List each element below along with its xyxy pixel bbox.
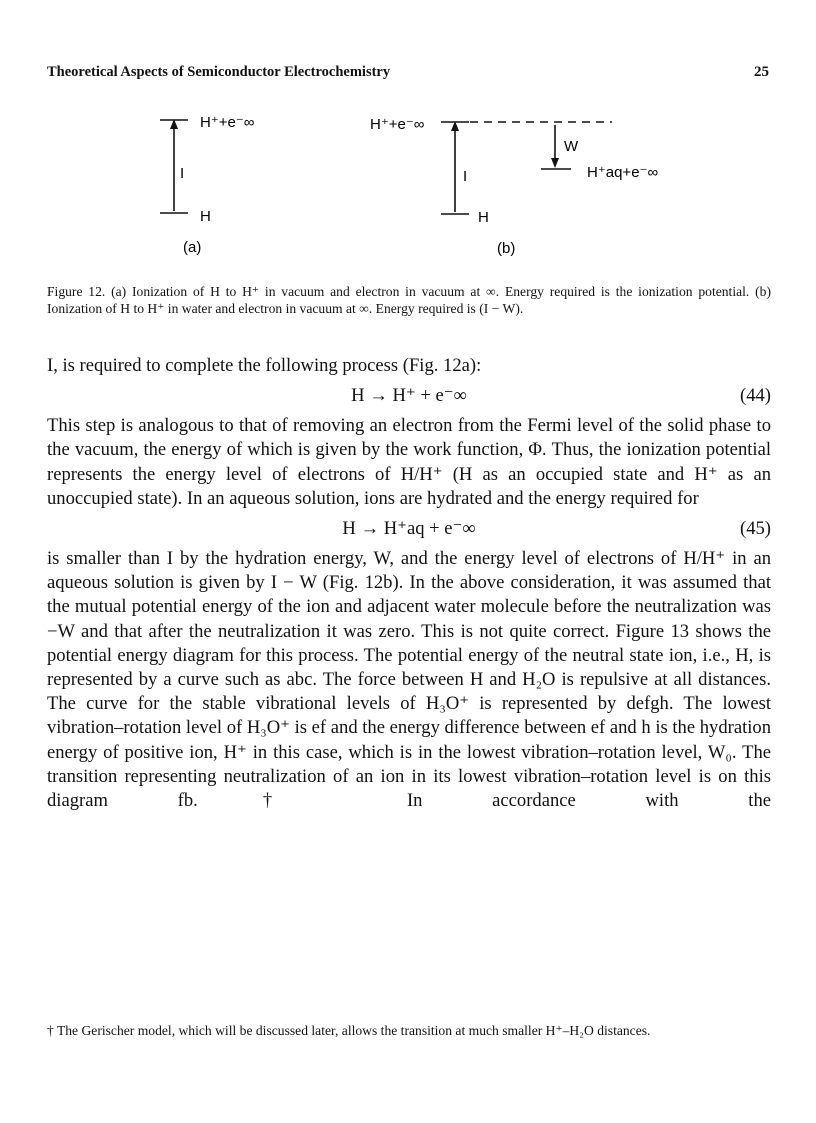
panel-a-energy-label: I (180, 165, 185, 182)
panel-b-top-label: H⁺+e⁻∞ (370, 116, 425, 133)
footnote (47, 1022, 771, 1039)
panel-b-label: (b) (497, 240, 516, 257)
figure-caption (47, 283, 771, 317)
running-head-title: Theoretical Aspects of Semiconductor Electrochemistry (47, 64, 391, 80)
page-number: 25 (754, 64, 769, 80)
panel-a-label: (a) (183, 239, 202, 256)
figure-12 (0, 105, 816, 280)
paragraph-2: is smaller than I by the hydration energy, W, and the energy level of electrons of H/H⁺ in an aqueous solution is given by I − W (Fig. 12b). In the above consideration, it was assumed that the mutual potential energy of the ion and adjacent water molecule before the neutralization was −W and that after the neutralization it was zero. This is not quite correct. Figure 13 shows the potential energy diagram for this process. The potential energy of the neutral state ion, i.e., H, is represented by a curve such as abc. The force between H and H₂O is repulsive at all distances. The curve for the stable vibrational levels of H₃O⁺ is represented by defgh. The lowest vibration–rotation level of H₃O⁺ is ef and the energy difference between ef and h is the hydration energy of positive ion, H⁺ in this case, which is in the lowest vibration–rotation level, W₀. The transition representing neutralization of an ion in its lowest vibration–rotation level is on this diagram fb.† In accordance with the (47, 548, 771, 812)
equation-45-formula: H → H⁺aq + e⁻∞ (342, 518, 476, 540)
equation-44-number: (44) (740, 385, 771, 407)
equation-44 (47, 378, 771, 414)
equation-45-number: (45) (740, 518, 771, 540)
panel-b-hydration-label: W (564, 138, 579, 155)
panel-b-bottom-label: H (478, 209, 489, 226)
panel-a-top-label: H⁺+e⁻∞ (200, 114, 255, 131)
footnote-text: † The Gerischer model, which will be discussed later, allows the transition at much smaller H⁺–H₂O distances. (47, 1023, 651, 1038)
panel-b-energy-label: I (463, 168, 468, 185)
equation-45 (47, 511, 771, 547)
body-text (47, 354, 771, 813)
panel-a-bottom-label: H (200, 208, 211, 225)
energy-level-diagram (0, 105, 816, 280)
panel-b-aq-label: H⁺aq+e⁻∞ (587, 164, 659, 181)
paragraph-1: This step is analogous to that of removing an electron from the Fermi level of the solid phase to the vacuum, the energy of which is given by the work function, Φ. Thus, the ionization potential represents the energy level of electrons of H/H⁺ (H as an occupied state and H⁺ as an unoccupied state). In an aqueous solution, ions are hydrated and the energy required for (47, 415, 771, 509)
caption-text: Figure 12. (a) Ionization of H to H⁺ in vacuum and electron in vacuum at ∞. Energy required is the ionization potential. (b) Ionization of H to H⁺ in water and electron in vacuum at ∞. Energy required is (I − W). (47, 284, 771, 316)
panel-b-hydration-arrowhead (551, 158, 559, 168)
equation-44-formula: H → H⁺ + e⁻∞ (351, 385, 467, 407)
intro-line: I, is required to complete the following process (Fig. 12a): (47, 355, 482, 376)
running-head (47, 64, 769, 81)
